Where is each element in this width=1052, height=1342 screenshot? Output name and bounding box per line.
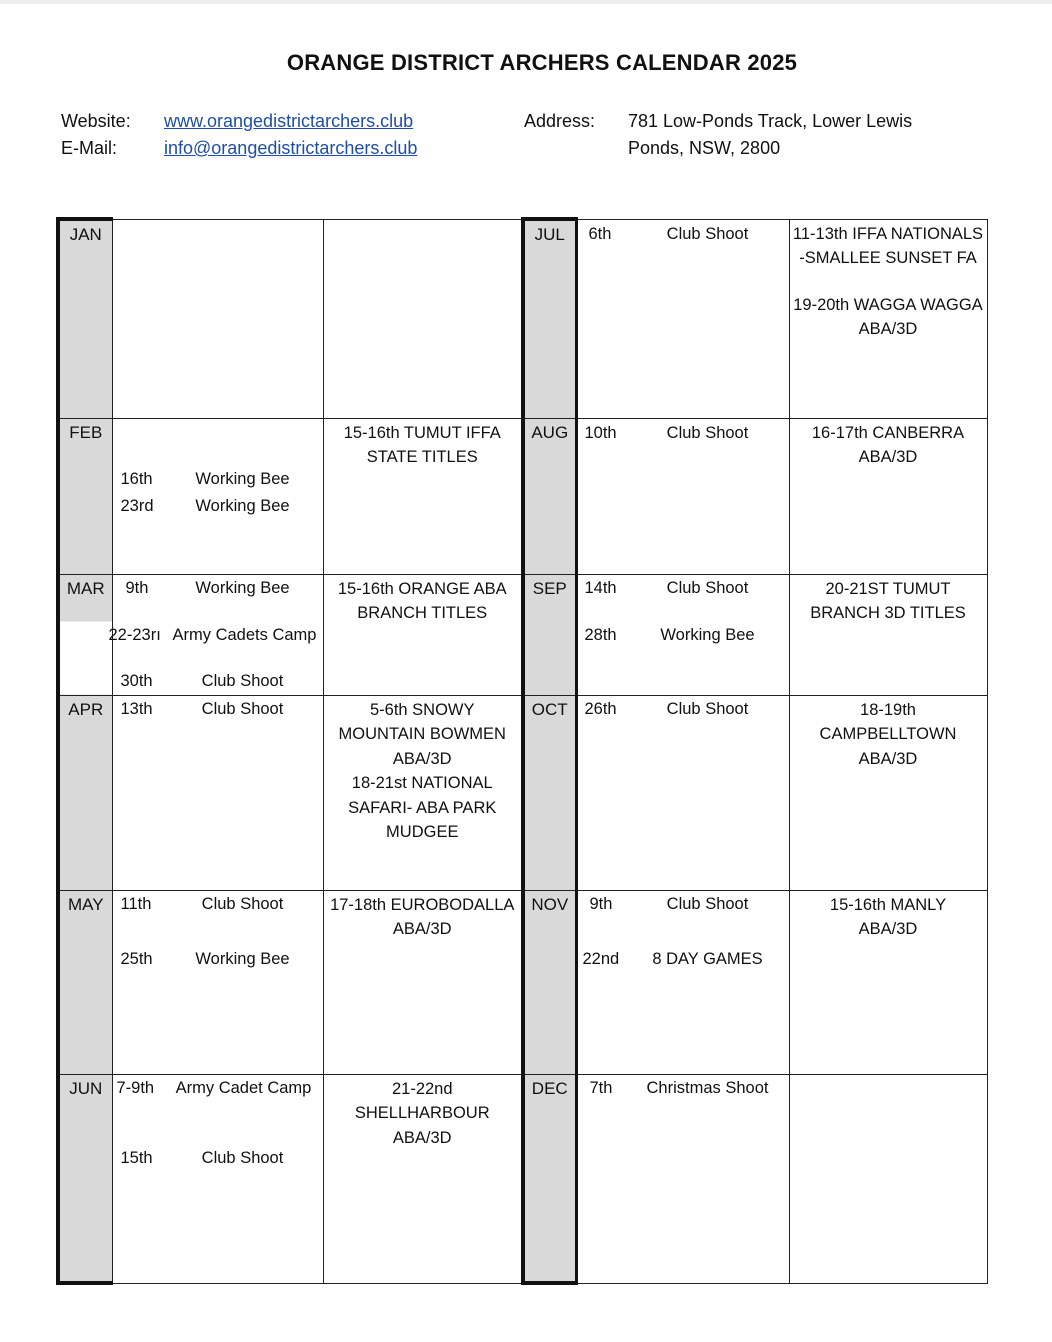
competitions-apr (323, 695, 523, 890)
competition-line: ABA/3D (858, 749, 918, 768)
event-name: Club Shoot (201, 671, 284, 690)
competitions-jul (789, 219, 987, 418)
events-may (112, 890, 323, 1074)
email-link-wrap (164, 135, 417, 162)
event-date: 7th (589, 1078, 613, 1097)
competitions-feb (323, 418, 523, 574)
events-nov (576, 890, 789, 1074)
month-apr: APR (58, 695, 112, 890)
event-name: Club Shoot (666, 699, 749, 718)
row-jun-dec (58, 1074, 987, 1283)
event-date: 22nd (582, 949, 620, 968)
month-jan: JAN (58, 219, 112, 418)
event-name: Club Shoot (666, 578, 749, 597)
month-nov: NOV (523, 890, 576, 1074)
competition-line: 18-19th (860, 700, 916, 719)
competition-line: 15-16th ORANGE ABA (337, 579, 507, 598)
competition-list (324, 696, 522, 845)
website-link-wrap (164, 108, 413, 135)
event-name: Club Shoot (201, 1148, 284, 1167)
competition-list (790, 891, 987, 942)
event-date: 23rd (120, 496, 154, 515)
email-label: E-Mail: (61, 138, 118, 158)
competition-line: BRANCH 3D TITLES (810, 604, 966, 622)
event-name: Christmas Shoot (646, 1078, 769, 1097)
events-feb (112, 418, 323, 574)
event-name: Club Shoot (201, 894, 284, 913)
competition-line: 5-6th SNOWY (369, 700, 475, 719)
competition-line: CAMPBELLTOWN (819, 725, 957, 743)
month-feb: FEB (58, 418, 112, 574)
month-jul: JUL (523, 219, 576, 418)
competition-line: SAFARI- ABA PARK (348, 798, 497, 817)
events-dec (576, 1074, 789, 1283)
address-label: Address: (524, 111, 596, 131)
competition-line: STATE TITLES (366, 448, 478, 466)
event-name: Club Shoot (666, 224, 749, 243)
event-date: 28th (584, 625, 617, 644)
event-name: Working Bee (195, 496, 290, 515)
competitions-dec (789, 1074, 987, 1283)
month-mar: MAR (58, 574, 112, 695)
competition-line: 15-16th TUMUT IFFA (343, 423, 501, 442)
competition-list (324, 891, 522, 942)
competition-line: ABA/3D (858, 448, 918, 466)
competition-list (324, 419, 522, 470)
competition-line: MOUNTAIN BOWMEN (338, 725, 506, 743)
event-date: 13th (120, 699, 153, 718)
event-date: 30th (120, 671, 153, 690)
competition-line: 15-16th MANLY (829, 895, 947, 914)
address-line1: 781 Low-Ponds Track, Lower Lewis (628, 111, 913, 131)
competition-line: ABA/3D (858, 320, 918, 338)
month-sep: SEP (523, 574, 576, 695)
competitions-jan (323, 219, 523, 418)
event-date: 26th (584, 699, 617, 718)
competition-line: 20-21ST TUMUT (825, 579, 951, 598)
competition-line: 19-20th WAGGA WAGGA (793, 295, 983, 314)
calendar-table (56, 217, 988, 1285)
row-mar-sep (58, 574, 987, 695)
competition-list (790, 575, 987, 626)
events-oct (576, 695, 789, 890)
events-apr (112, 695, 323, 890)
event-name: Club Shoot (666, 423, 749, 442)
event-name: Working Bee (195, 469, 290, 488)
row-apr-oct (58, 695, 987, 890)
month-aug: AUG (523, 418, 576, 574)
event-date: 6th (588, 224, 612, 243)
competitions-nov (789, 890, 987, 1074)
competition-line: 21-22nd SHELLHARBOUR (354, 1079, 490, 1122)
event-date: 9th (125, 578, 149, 597)
competitions-oct (789, 695, 987, 890)
event-date: 9th (589, 894, 613, 913)
event-date: 7-9th (116, 1078, 155, 1097)
events-aug (576, 418, 789, 574)
competitions-jun (323, 1074, 523, 1283)
competition-line: MUDGEE (386, 823, 459, 841)
events-jan (112, 219, 323, 418)
competition-list (790, 696, 987, 772)
event-name: Army Cadet Camp (175, 1078, 312, 1097)
events-jul (576, 219, 789, 418)
competition-line: ABA/3D (392, 1128, 452, 1147)
competition-line: ABA/3D (392, 920, 452, 938)
month-may: MAY (58, 890, 112, 1074)
event-name: Club Shoot (666, 894, 749, 913)
competition-line: ABA/3D (392, 749, 452, 768)
event-date: 25th (120, 949, 153, 968)
event-date: 11th (120, 894, 152, 913)
event-date: 14th (584, 578, 617, 597)
event-name: Working Bee (660, 625, 755, 644)
row-jan-jul (58, 219, 987, 418)
website-label: Website: (61, 111, 131, 131)
competition-line: 17-18th EUROBODALLA (330, 895, 515, 914)
competitions-aug (789, 418, 987, 574)
event-name: 8 DAY GAMES (652, 949, 763, 968)
competition-list (790, 419, 987, 470)
top-edge-bar (0, 0, 1052, 4)
events-mar (108, 574, 323, 695)
event-date: 10th (584, 423, 617, 442)
events-jun (112, 1074, 323, 1283)
event-name: Working Bee (195, 949, 290, 968)
event-date: 16th (120, 469, 153, 488)
event-date: 22-23rı (108, 625, 161, 644)
competition-line: -SMALLEE SUNSET FA (799, 249, 977, 267)
event-name: Working Bee (195, 578, 290, 597)
event-name: Army Cadets Camp (172, 625, 317, 644)
event-name: Club Shoot (201, 699, 284, 718)
month-oct: OCT (523, 695, 576, 890)
row-feb-aug (58, 418, 987, 574)
competition-line: 16-17th CANBERRA (811, 423, 965, 442)
address-line2: Ponds, NSW, 2800 (628, 138, 781, 158)
website-link[interactable]: www.orangedistrictarchers.club (164, 111, 414, 131)
competition-line: BRANCH TITLES (357, 604, 488, 622)
row-may-nov (58, 890, 987, 1074)
month-jun: JUN (58, 1074, 112, 1283)
month-dec: DEC (523, 1074, 576, 1283)
competition-line: 18-21st NATIONAL (351, 774, 493, 792)
competition-line: ABA/3D (858, 920, 918, 938)
competition-list (790, 220, 987, 342)
email-link[interactable]: info@orangedistrictarchers.club (164, 138, 418, 158)
competition-line: 11-13th IFFA NATIONALS (792, 224, 984, 243)
competition-list (324, 1075, 522, 1151)
competitions-sep (789, 574, 987, 695)
competition-list (324, 575, 522, 626)
competitions-may (323, 890, 523, 1074)
page-title: ORANGE DISTRICT ARCHERS CALENDAR 2025 (286, 50, 798, 75)
events-sep (576, 574, 789, 695)
event-date: 15th (120, 1148, 153, 1167)
competitions-mar (323, 574, 523, 695)
